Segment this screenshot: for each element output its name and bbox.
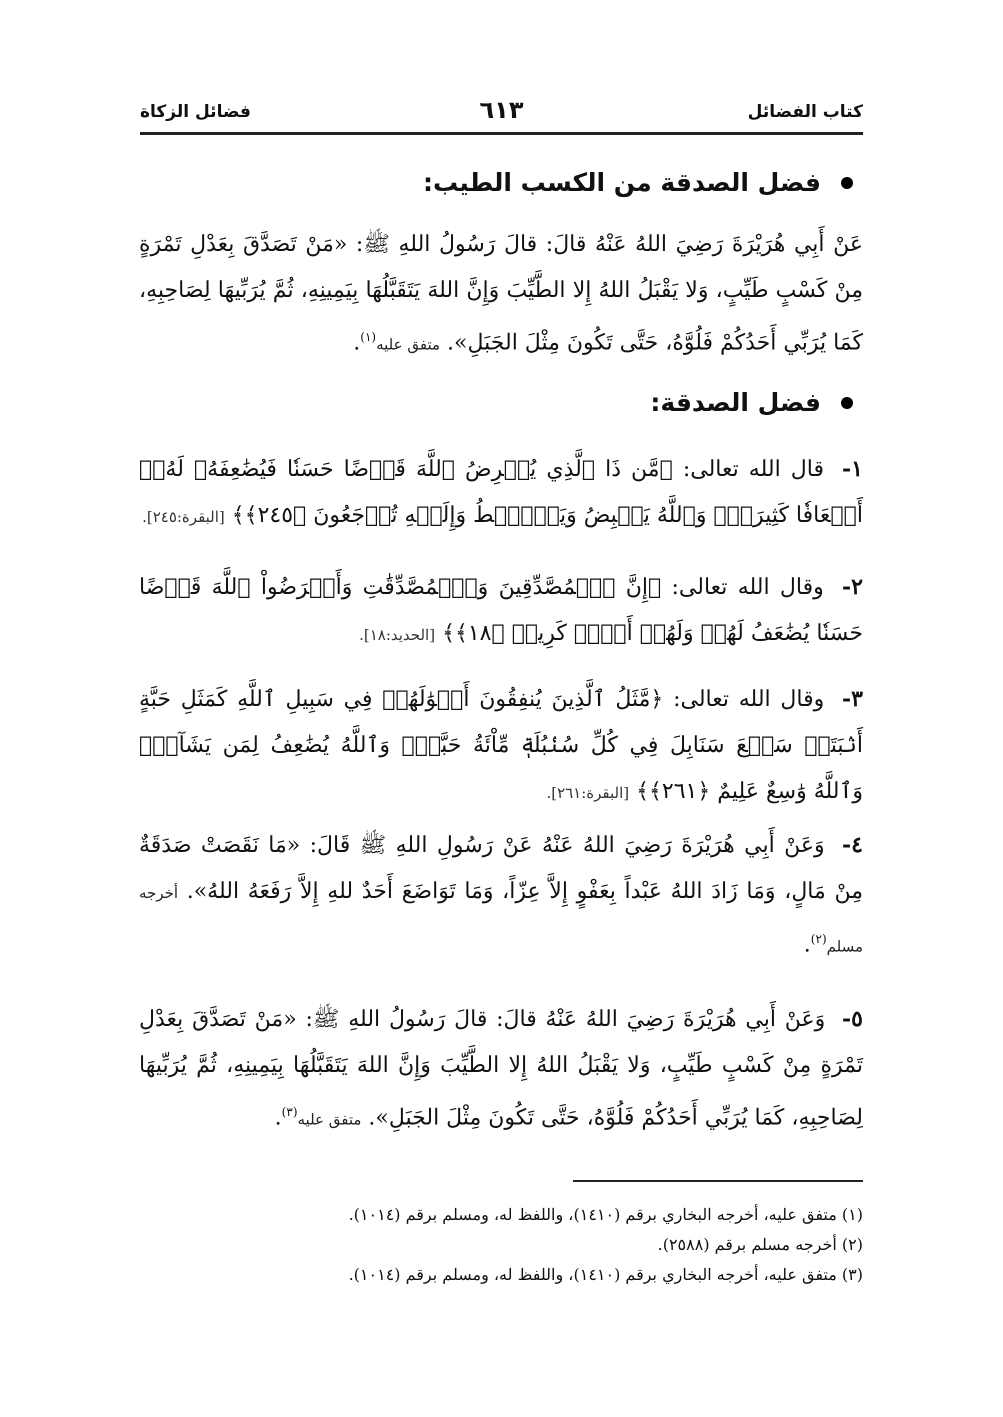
section-title: فضائل الزكاة — [140, 102, 251, 122]
end-period: . — [353, 330, 361, 356]
footnote-divider — [573, 1180, 863, 1182]
end-period: . — [803, 932, 811, 958]
hadith-source: متفق عليه — [376, 335, 441, 354]
list-item — [139, 446, 863, 540]
bullet-icon — [841, 397, 853, 409]
page-number: ٦١٣ — [479, 96, 524, 124]
section-heading-text: فضل الصدقة من الكسب الطيب: — [422, 168, 821, 197]
footnote-mark: (٢) — [810, 932, 827, 946]
footnote-mark: (٣) — [281, 1105, 298, 1119]
section-heading-good-earnings — [423, 168, 853, 197]
footnote-mark: (١) — [360, 330, 377, 344]
item-number: ١- — [842, 456, 863, 482]
section-heading-charity — [650, 388, 853, 417]
footnote-1: (١) متفق عليه، أخرجه البخاري برقم (١٤١٠)، واللفظ له، ومسلم برقم (١٠١٤). — [348, 1205, 863, 1224]
hadith-source: أخرجه مسلم — [139, 884, 863, 956]
item-number: ٣- — [842, 686, 863, 712]
footnote-2: (٢) أخرجه مسلم برقم (٢٥٨٨). — [657, 1235, 863, 1254]
list-item — [139, 676, 863, 816]
verse-reference: [البقرة:٢٤٥]. — [142, 508, 225, 526]
bullet-icon — [841, 177, 853, 189]
item-text: وَعَنْ أَبِي هُرَيْرَةَ رَضِيَ اللهُ عَنْهُ قالَ: قالَ رَسُولُ اللهِ ﷺ: «مَنْ تَصَدَّقَ بِعَدْلِ تَمْرَةٍ مِنْ كَسْبٍ طَيِّبٍ، وَلا يَقْبَلُ اللهُ إِلا الطَّيِّبَ وَإِنَّ اللهَ يَتَقَبَّلُهَا بِيَمِينِهِ، ثُمَّ يُرَبِّيهَا لِصَاحِبِهِ، كَمَا يُرَبِّي أَحَدُكُمْ فَلُوَّهُ، حَتَّى تَكُونَ مِثْلَ الجَبَلِ». — [139, 1007, 863, 1131]
list-item — [139, 822, 863, 969]
header-divider — [140, 132, 863, 135]
item-number: ٤- — [842, 832, 863, 858]
item-text: وَعَنْ أَبِي هُرَيْرَةَ رَضِيَ اللهُ عَنْهُ عَنْ رَسُولِ اللهِ ﷺ قَالَ: «مَا نَقَصَتْ صَدَقَةٌ مِنْ مَالٍ، وَمَا زَادَ اللهُ عَبْداً بِعَفْوٍ إِلاَّ عِزّاً، وَمَا تَوَاضَعَ أَحَدٌ للهِ إِلاَّ رَفَعَهُ اللهُ». — [139, 833, 864, 904]
item-text: وقال الله تعالى: ﴿إِنَّ ٱلۡمُصَّدِّقِينَ وَٱلۡمُصَّدِّقَٰتِ وَأَقۡرَضُواْ ٱللَّهَ قَرۡضًا حَسَنٗا يُضَٰعَفُ لَهُمۡ وَلَهُمۡ أَجۡرٞ كَرِيمٞ ﴿١٨﴾﴾ — [139, 575, 863, 646]
item-number: ٢- — [842, 574, 863, 600]
item-number: ٥- — [842, 1006, 863, 1032]
item-text: وقال الله تعالى: ﴿مَّثَلُ ٱلَّذِينَ يُنفِقُونَ أَمۡوَٰلَهُمۡ فِي سَبِيلِ ٱللَّهِ كَمَثَلِ حَبَّةٍ أَنۢبَتَتۡ سَبۡعَ سَنَابِلَ فِي كُلِّ سُنۢبُلَةٖ مِّاْئَةُ حَبَّةٖۗ وَٱللَّهُ يُضَٰعِفُ لِمَن يَشَآءُۚ وَٱللَّهُ وَٰسِعٌ عَلِيمٌ ﴿٢٦١﴾﴾ — [139, 687, 863, 804]
chapter-title: كتاب الفضائل — [747, 102, 863, 122]
verse-reference: [الحديد:١٨]. — [359, 626, 436, 644]
footnote-3: (٣) متفق عليه، أخرجه البخاري برقم (١٤١٠)، واللفظ له، ومسلم برقم (١٠١٤). — [348, 1265, 863, 1284]
hadith-source: متفق عليه — [297, 1110, 362, 1129]
list-item — [139, 564, 863, 658]
item-text: قال الله تعالى: ﴿مَّن ذَا ٱلَّذِي يُقۡرِضُ ٱللَّهَ قَرۡضًا حَسَنٗا فَيُضَٰعِفَهُۥ لَهُۥٓ أَضۡعَافٗا كَثِيرَةٗۚ وَٱللَّهُ يَقۡبِضُ وَيَبۡصُۜطُ وَإِلَيۡهِ تُرۡجَعُونَ ﴿٢٤٥﴾﴾ — [139, 457, 863, 528]
verse-reference: [البقرة:٢٦١]. — [546, 784, 630, 802]
end-period: . — [274, 1105, 282, 1131]
list-item — [139, 996, 863, 1142]
page-header — [140, 96, 863, 132]
footnotes — [139, 1200, 863, 1290]
hadith-paragraph — [139, 222, 863, 367]
section-heading-text: فضل الصدقة: — [650, 388, 821, 417]
hadith-text: عَنْ أَبِي هُرَيْرَةَ رَضِيَ اللهُ عَنْهُ قالَ: قالَ رَسُولُ اللهِ ﷺ: «مَنْ تَصَدَّقَ بِعَدْلِ تَمْرَةٍ مِنْ كَسْبٍ طَيِّبٍ، وَلا يَقْبَلُ اللهُ إِلا الطَّيِّبَ وَإِنَّ اللهَ يَتَقَبَّلُهَا بِيَمِينِهِ، ثُمَّ يُرَبِّيهَا لِصَاحِبِهِ، كَمَا يُرَبِّي أَحَدُكُمْ فَلُوَّهُ، حَتَّى تَكُونَ مِثْلَ الجَبَلِ». — [139, 232, 863, 356]
